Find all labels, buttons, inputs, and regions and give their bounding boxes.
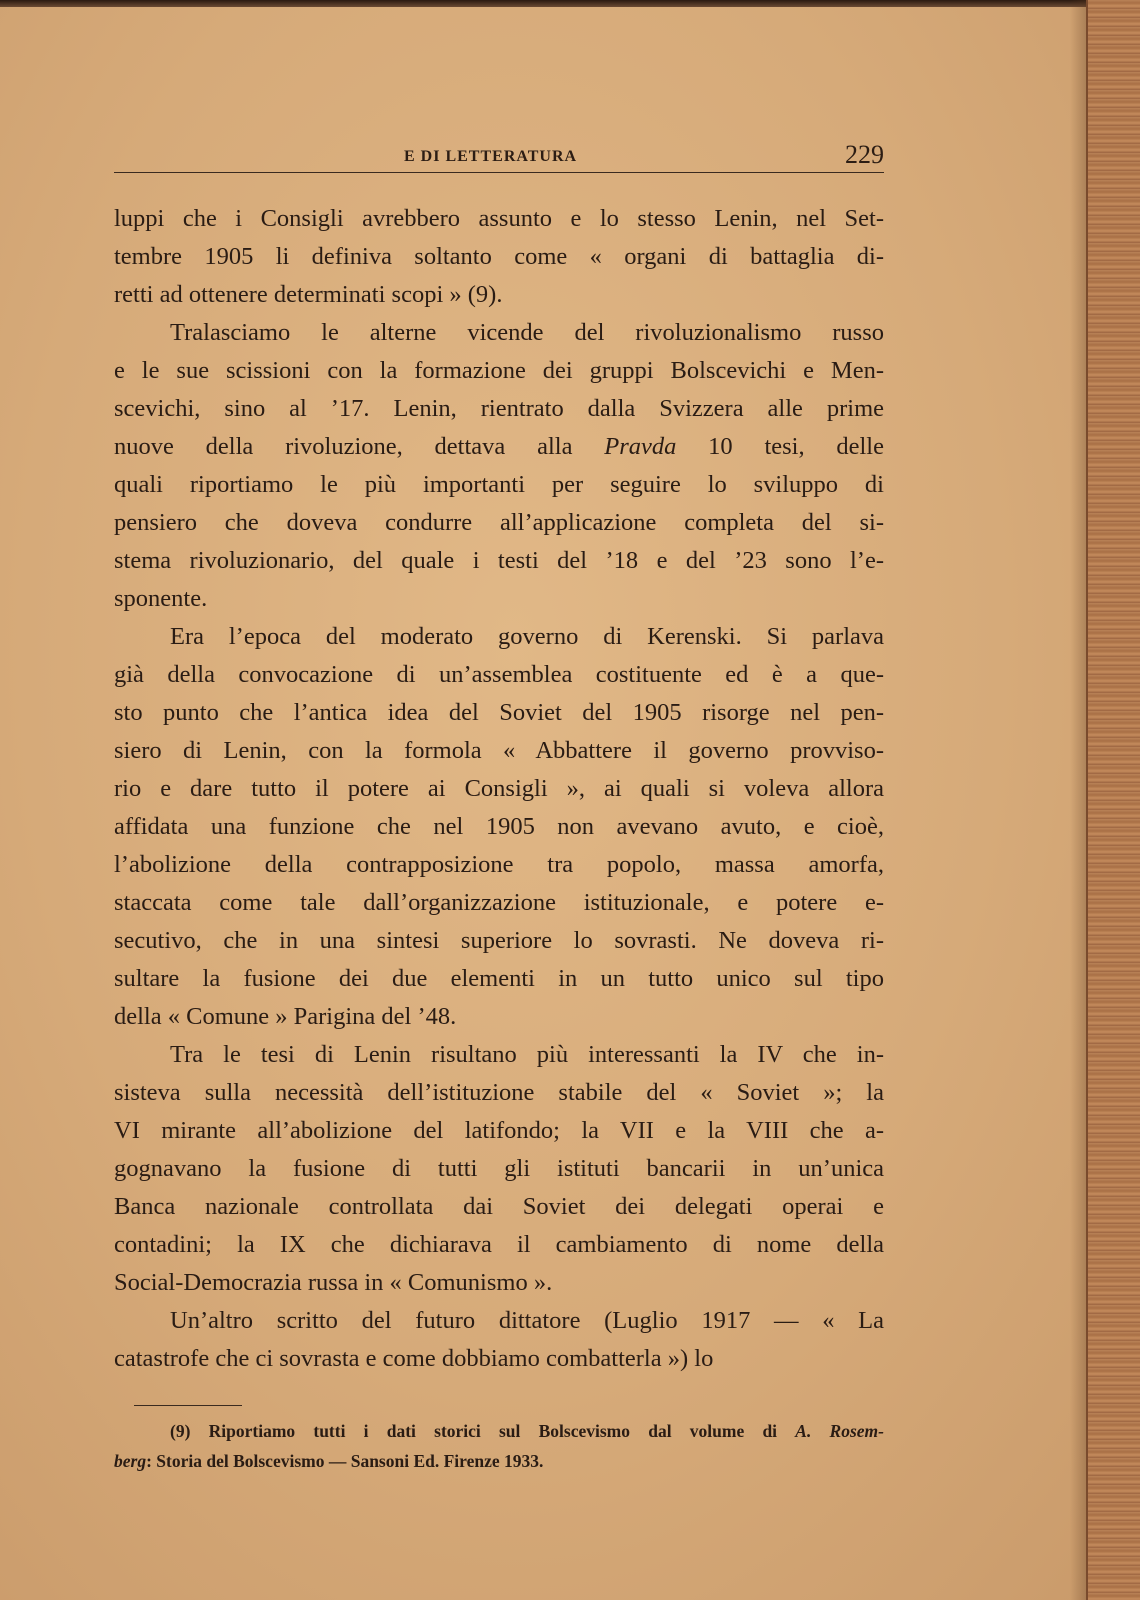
text-line: contadini; la IX che dichiarava il cambiamento di nome della <box>114 1231 884 1258</box>
text-line: stema rivoluzionario, del quale i testi del ’18 e del ’23 sono l’e- <box>114 547 884 574</box>
text-line: VI mirante all’abolizione del latifondo; la VII e la VIII che a- <box>114 1117 884 1144</box>
text-line: affidata una funzione che nel 1905 non avevano avuto, e cioè, <box>114 813 884 840</box>
text-line: sisteva sulla necessità dell’istituzione stabile del « Soviet »; la <box>114 1079 884 1106</box>
paragraph <box>114 618 884 1036</box>
running-head: E DI LETTERATURA <box>404 148 578 165</box>
text-line: catastrofe che ci sovrasta e come dobbiamo combatterla ») lo <box>114 1345 714 1372</box>
text-line: quali riportiamo le più importanti per seguire lo sviluppo di <box>114 471 884 498</box>
text-line: rio e dare tutto il potere ai Consigli », ai quali si voleva allora <box>114 775 884 802</box>
text-line: luppi che i Consigli avrebbero assunto e lo stesso Lenin, nel Set- <box>114 205 884 232</box>
header-rule <box>114 172 884 173</box>
text-line: staccata come tale dall’organizzazione istituzionale, e potere e- <box>114 889 884 916</box>
paragraph <box>114 200 884 314</box>
text-line: Era l’epoca del moderato governo di Kerenski. Si parlava <box>170 623 884 650</box>
page-number: 229 <box>845 140 884 169</box>
footnote-rule <box>134 1405 242 1406</box>
paragraph <box>114 314 884 618</box>
text-line: retti ad ottenere determinati scopi » (9). <box>114 281 503 308</box>
text-line: sto punto che l’antica idea del Soviet del 1905 risorge nel pen- <box>114 699 884 726</box>
book-spine <box>1086 0 1140 1600</box>
text-line: pensiero che doveva condurre all’applicazione completa del si- <box>114 509 884 536</box>
text-line: sultare la fusione dei due elementi in un tutto unico sul tipo <box>114 965 884 992</box>
text-line: scevichi, sino al ’17. Lenin, rientrato dalla Svizzera alle prime <box>114 395 884 422</box>
page-top-edge <box>0 0 1140 7</box>
text-line: siero di Lenin, con la formola « Abbattere il governo provviso- <box>114 737 884 764</box>
footnote-line: berg: Storia del Bolscevismo — Sansoni Ed. Firenze 1933. <box>114 1451 544 1471</box>
page-header <box>114 140 884 174</box>
paragraph <box>114 1036 884 1302</box>
footnote-line: (9) Riportiamo tutti i dati storici sul Bolscevismo dal volume di A. Rosem- <box>170 1421 884 1441</box>
text-line: e le sue scissioni con la formazione dei gruppi Bolscevichi e Men- <box>114 357 884 384</box>
text-line: l’abolizione della contrapposizione tra popolo, massa amorfa, <box>114 851 884 878</box>
text-line: della « Comune » Parigina del ’48. <box>114 1003 457 1030</box>
footnotes <box>114 1416 884 1476</box>
text-line: nuove della rivoluzione, dettava alla Pravda 10 tesi, delle <box>114 433 884 460</box>
text-line: Banca nazionale controllata dai Soviet dei delegati operai e <box>114 1193 884 1220</box>
text-line: Tralasciamo le alterne vicende del rivoluzionalismo russo <box>170 319 884 346</box>
text-line: già della convocazione di un’assemblea costituente ed è a que- <box>114 661 884 688</box>
text-line: tembre 1905 li definiva soltanto come « organi di battaglia di- <box>114 243 884 270</box>
text-line: Social-Democrazia russa in « Comunismo ». <box>114 1269 553 1296</box>
body-text <box>114 200 884 1378</box>
paragraph <box>114 1302 884 1378</box>
text-line: Tra le tesi di Lenin risultano più interessanti la IV che in- <box>170 1041 884 1068</box>
text-line: Un’altro scritto del futuro dittatore (Luglio 1917 — « La <box>170 1307 884 1334</box>
text-line: gognavano la fusione di tutti gli istituti bancarii in un’unica <box>114 1155 884 1182</box>
text-line: sponente. <box>114 585 208 612</box>
text-line: secutivo, che in una sintesi superiore lo sovrasti. Ne doveva ri- <box>114 927 884 954</box>
